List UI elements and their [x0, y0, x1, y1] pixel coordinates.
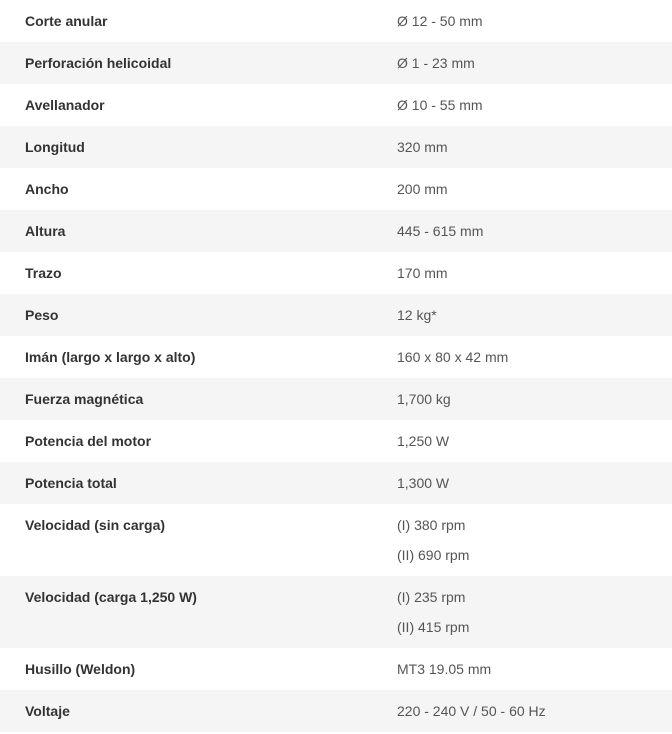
spec-label: Altura — [25, 223, 66, 239]
spec-value: (I) 380 rpm — [397, 517, 466, 533]
spec-label-cell — [0, 294, 397, 336]
spec-label-cell — [0, 252, 397, 294]
spec-label-cell — [0, 690, 397, 732]
spec-value-cell — [397, 504, 672, 576]
spec-label: Avellanador — [25, 97, 105, 113]
spec-value-cell — [397, 462, 672, 504]
spec-label-cell — [0, 210, 397, 252]
spec-value-cell — [397, 84, 672, 126]
spec-label: Trazo — [25, 265, 62, 281]
spec-value-cell — [397, 294, 672, 336]
table-row — [0, 294, 672, 336]
table-row — [0, 210, 672, 252]
spec-value: MT3 19.05 mm — [397, 661, 492, 677]
table-row — [0, 690, 672, 732]
table-row — [0, 126, 672, 168]
table-row — [0, 378, 672, 420]
spec-label-cell — [0, 378, 397, 420]
spec-value: Ø 10 - 55 mm — [397, 97, 483, 113]
table-row — [0, 42, 672, 84]
spec-label-cell — [0, 648, 397, 690]
table-row — [0, 336, 672, 378]
spec-label: Fuerza magnética — [25, 391, 144, 407]
spec-label: Longitud — [25, 139, 85, 155]
spec-value: 220 - 240 V / 50 - 60 Hz — [397, 703, 546, 719]
spec-label: Perforación helicoidal — [25, 55, 172, 71]
spec-label-cell — [0, 0, 397, 42]
spec-label-cell — [0, 336, 397, 378]
spec-label: Corte anular — [25, 13, 108, 29]
spec-value-cell — [397, 168, 672, 210]
spec-value: 1,300 W — [397, 475, 450, 491]
spec-label-cell — [0, 126, 397, 168]
spec-value-cell — [397, 648, 672, 690]
table-row — [0, 462, 672, 504]
spec-label: Peso — [25, 307, 59, 323]
spec-value: 160 x 80 x 42 mm — [397, 349, 509, 365]
spec-value: 170 mm — [397, 265, 448, 281]
spec-value: 445 - 615 mm — [397, 223, 484, 239]
spec-label-cell — [0, 168, 397, 210]
spec-label-cell — [0, 420, 397, 462]
spec-value-cell — [397, 420, 672, 462]
table-row — [0, 0, 672, 42]
spec-value-cell — [397, 576, 672, 648]
table-row — [0, 252, 672, 294]
spec-value: (I) 235 rpm — [397, 589, 466, 605]
spec-label-cell — [0, 504, 397, 576]
spec-label-cell — [0, 42, 397, 84]
spec-label-cell — [0, 462, 397, 504]
spec-value-cell — [397, 210, 672, 252]
spec-value: 200 mm — [397, 181, 448, 197]
table-row — [0, 504, 672, 576]
table-row — [0, 420, 672, 462]
spec-label: Voltaje — [25, 703, 70, 719]
spec-label-cell — [0, 84, 397, 126]
table-row — [0, 168, 672, 210]
spec-label: Imán (largo x largo x alto) — [25, 349, 196, 365]
spec-value: Ø 1 - 23 mm — [397, 55, 475, 71]
spec-value: 320 mm — [397, 139, 448, 155]
spec-value-cell — [397, 126, 672, 168]
spec-value-cell — [397, 0, 672, 42]
spec-label: Potencia total — [25, 475, 117, 491]
spec-label: Husillo (Weldon) — [25, 661, 136, 677]
spec-value-cell — [397, 690, 672, 732]
spec-value-cell — [397, 252, 672, 294]
spec-value-cell — [397, 378, 672, 420]
spec-label: Ancho — [25, 181, 69, 197]
table-row — [0, 84, 672, 126]
spec-label-cell — [0, 576, 397, 648]
spec-value-cell — [397, 42, 672, 84]
spec-value-cell — [397, 336, 672, 378]
spec-value: 12 kg* — [397, 307, 437, 323]
spec-value: (II) 690 rpm — [397, 547, 470, 563]
spec-value: 1,250 W — [397, 433, 450, 449]
spec-value: (II) 415 rpm — [397, 619, 470, 635]
table-row — [0, 576, 672, 648]
spec-value: Ø 12 - 50 mm — [397, 13, 483, 29]
table-row — [0, 648, 672, 690]
spec-label: Velocidad (carga 1,250 W) — [25, 589, 197, 605]
spec-label: Potencia del motor — [25, 433, 152, 449]
spec-label: Velocidad (sin carga) — [25, 517, 166, 533]
spec-value: 1,700 kg — [397, 391, 451, 407]
